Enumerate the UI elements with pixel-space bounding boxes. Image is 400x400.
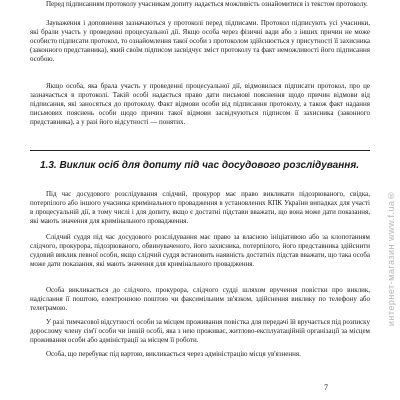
paragraph: У разі тимчасової відсутності особи за місцем проживання повістка для передачі їй вручається під розписку дорослому члену сім'ї особи чи іншій особі, яка з нею проживає, житлово-експлуатаційній організації за місцем проживання особи або адміністрації за місцем її роботи. [30, 318, 370, 344]
paragraph: Якщо особа, яка брала участь у проведенні процесуальної дії, відмовилася підписати протокол, про це зазначається в протоколі. Такій особі надається право дати письмові пояснення щодо причин відмови від підписання, які заносяться до протоколу. Факт відмови особи від підписання протоколу, а також факт надання письмових пояснень особи щодо причин такої відмови засвідчуються підписом її захисника (законного представника), а у разі його відсутності — понятих. [30, 82, 370, 126]
section-heading: 1.3. Виклик осіб для допиту під час досудового розслідування. [40, 160, 359, 171]
watermark-text: интернет-магазин www.f.ua® [386, 190, 396, 327]
paragraph: Особа, що перебуває під вартою, викликається через адміністрацію місця ув'язнення. [46, 350, 301, 358]
document-page [30, 0, 370, 400]
paragraph: Особа викликається до слідчого, прокурора, слідчого судді шляхом вручення повістки про виклик, надіслання її поштою, електронною поштою чи факсимільним зв'язком, здійснення виклику по телефону або телеграмою. [30, 286, 370, 312]
page-number: 7 [324, 383, 328, 392]
paragraph: Зауваження і доповнення зазначаються у протоколі перед підписами. Протокол підписують усі учасники, які брали участь у проведенні процесуальної дії. Якщо особа через фізичні вади або з інших причин не може особисто підписати протокол, то ознайомлення такої особи з протоколом здійснюється у присутності її захисника (законного представника), який своїм підписом засвідчує зміст протоколу та факт неможливості його підписання особою. [30, 19, 370, 63]
paragraph: Перед підписанням протоколу учасникам допиту надається можливість ознайомитися із текстом протоколу. [46, 0, 368, 8]
paragraph: Слідчий суддя під час досудового розслідування має право за власною ініціативою або за клопотанням слідчого, прокурора, підозрюваного, обвинуваченого, його захисника, потерпілого, його представника здійснити судовий виклик певної особи, якщо слідчий суддя встановить наявність достатніх підстав вважати, що така особа може дати показання, які мають значення для кримінального провадження. [30, 233, 370, 268]
section-divider [30, 150, 370, 151]
paragraph: Під час досудового розслідування слідчий, прокурор має право викликати підозрюваного, свідка, потерпілого або іншого учасника кримінального провадження в установлених КПК України випадках для участі в процесуальній дії, в тому числі і для допиту, якщо є достатні підстави вважати, що вона може дати показання, які мають значення для кримінального провадження. [30, 190, 370, 225]
